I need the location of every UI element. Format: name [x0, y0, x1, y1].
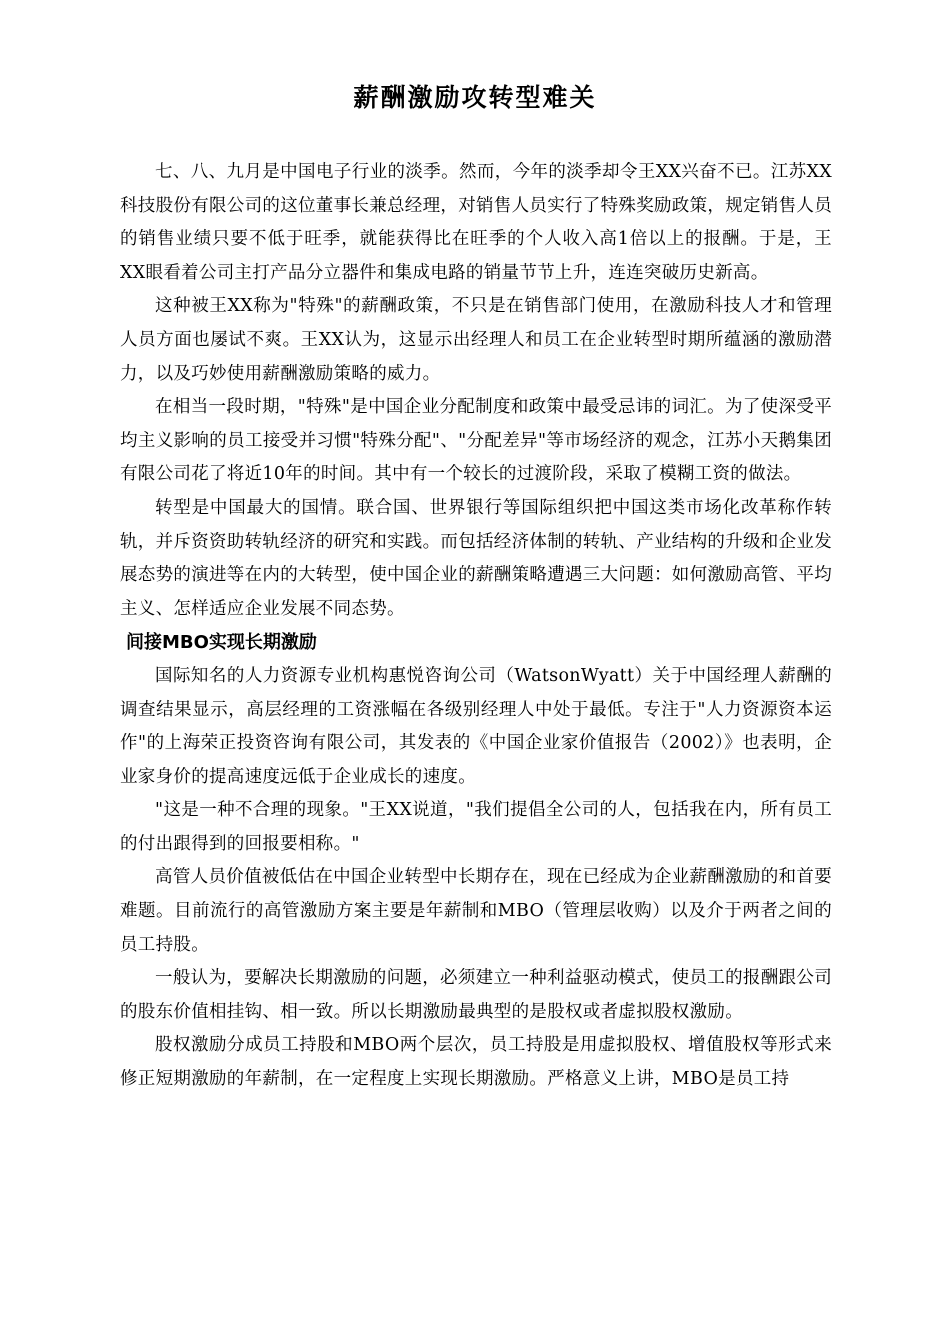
- section-heading: 间接MBO实现长期激励: [126, 632, 317, 654]
- paragraph: 在相当一段时期，"特殊"是中国企业分配制度和政策中最受忌讳的词汇。为了使深受平均主义影响的员工接受并习惯"特殊分配"、"分配差异"等市场经济的观念，江苏小天鹅集团有限公司花了将近10年的时间。其中有一个较长的过渡阶段，采取了模糊工资的做法。: [120, 397, 832, 485]
- paragraph: 这种被王XX称为"特殊"的薪酬政策，不只是在销售部门使用，在激励科技人才和管理人员方面也屡试不爽。王XX认为，这显示出经理人和员工在企业转型时期所蕴涵的激励潜力，以及巧妙使用薪酬激励策略的威力。: [120, 296, 832, 384]
- paragraph: 国际知名的人力资源专业机构惠悦咨询公司（WatsonWyatt）关于中国经理人薪酬的调查结果显示，高层经理的工资涨幅在各级别经理人中处于最低。专注于"人力资源资本运作"的上海荣正投资咨询有限公司，其发表的《中国企业家价值报告（2002）》也表明，企业家身价的提高速度远低于企业成长的速度。: [120, 665, 832, 787]
- paragraph: 高管人员价值被低估在中国企业转型中长期存在，现在已经成为企业薪酬激励的和首要难题。目前流行的高管激励方案主要是年薪制和MBO（管理层收购）以及介于两者之间的员工持股。: [120, 867, 832, 955]
- paragraph: 七、八、九月是中国电子行业的淡季。然而，今年的淡季却令王XX兴奋不已。江苏XX科技股份有限公司的这位董事长兼总经理，对销售人员实行了特殊奖励政策，规定销售人员的销售业绩只要不低于旺季，就能获得比在旺季的个人收入高1倍以上的报酬。于是，王XX眼看着公司主打产品分立器件和集成电路的销量节节上升，连连突破历史新高。: [120, 162, 832, 283]
- paragraph: "这是一种不合理的现象。"王XX说道，"我们提倡全公司的人，包括我在内，所有员工的付出跟得到的回报要相称。": [120, 800, 832, 854]
- paragraph: 转型是中国最大的国情。联合国、世界银行等国际组织把中国这类市场化改革称作转轨，并斥资资助转轨经济的研究和实践。而包括经济体制的转轨、产业结构的升级和企业发展态势的演进等在内的大转型，使中国企业的薪酬策略遭遇三大问题：如何激励高管、平均主义、怎样适应企业发展不同态势。: [120, 497, 832, 619]
- document-body: [120, 156, 832, 1097]
- paragraph: 一般认为，要解决长期激励的问题，必须建立一种利益驱动模式，使员工的报酬跟公司的股东价值相挂钩、相一致。所以长期激励最典型的是股权或者虚拟股权激励。: [120, 968, 832, 1022]
- document-title: 薪酬激励攻转型难关: [353, 83, 597, 112]
- paragraph: 股权激励分成员工持股和MBO两个层次，员工持股是用虚拟股权、增值股权等形式来修正短期激励的年薪制，在一定程度上实现长期激励。严格意义上讲，MBO是员工持: [120, 1035, 832, 1090]
